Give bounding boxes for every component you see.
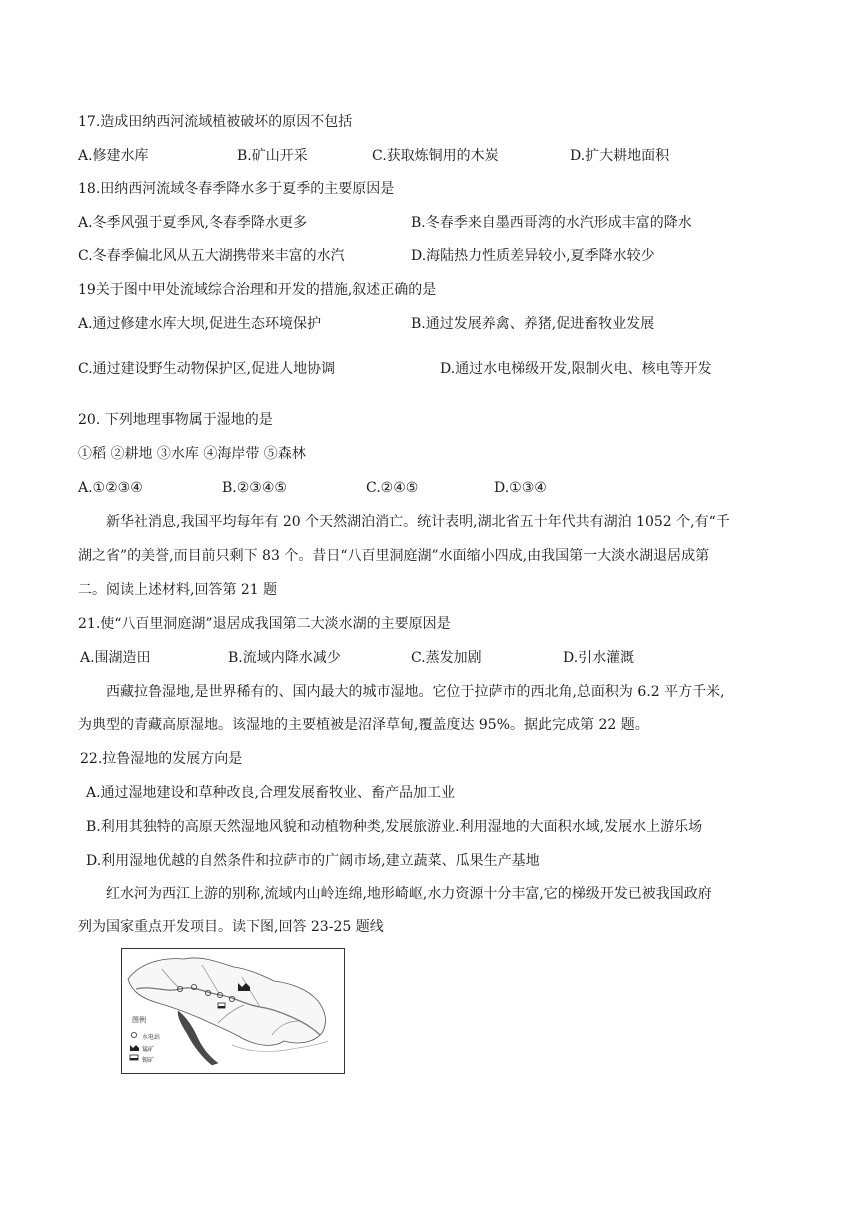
q19-option-a: A.通过修建水库大坝,促进生态环境保护 [78, 316, 322, 332]
passage-2-line-1: 西藏拉鲁湿地,是世界稀有的、国内最大的城市湿地。它位于拉萨市的西北角,总面积为 6.2 平方千米, [106, 684, 725, 700]
q20-option-b: B.②③④⑤ [222, 480, 287, 496]
q17-option-b: B.矿山开采 [237, 148, 308, 164]
question-20-stem: 20. 下列地理事物属于湿地的是 [78, 412, 273, 428]
hongshui-river-map [121, 948, 345, 1074]
passage-1-line-2: 湖之省”的美誉,而目前只剩下 83 个。昔日“八百里洞庭湖”水面缩小四成,由我国第一大淡水湖退居成第 [78, 548, 710, 564]
q22-option-d: D.利用湿地优越的自然条件和拉萨市的广阔市场,建立蔬菜、瓜果生产基地 [86, 853, 540, 869]
map-drawing [122, 949, 344, 1073]
q18-option-b: B.冬春季来自墨西哥湾的水汽形成丰富的降水 [411, 215, 692, 231]
q18-option-a: A.冬季风强于夏季风,冬春季降水更多 [78, 215, 308, 231]
legend-tin-mine: 锡矿 [142, 1057, 155, 1064]
legend-hydropower-station: 水电站 [142, 1034, 161, 1041]
q22-option-a: A.通过湿地建设和草种改良,合理发展畜牧业、畜产品加工业 [86, 785, 456, 801]
q22-option-b: B.利用其独特的高原天然湿地风貌和动植物种类,发展旅游业.利用湿地的大面积水域,发展水上游乐场 [86, 819, 703, 835]
q19-option-b: B.通过发展养禽、养猪,促进畜牧业发展 [411, 316, 655, 332]
q21-option-d: D.引水灌溉 [563, 650, 635, 666]
q20-option-c: C.②④⑤ [366, 480, 419, 496]
q20-option-a: A.①②③④ [78, 480, 143, 496]
passage-1-line-1: 新华社消息,我国平均每年有 20 个天然湖泊消亡。统计表明,湖北省五十年代共有湖泊 1052 个,有“千 [106, 514, 730, 530]
question-17-stem: 17.造成田纳西河流域植被破坏的原因不包括 [78, 114, 353, 130]
passage-2-line-2: 为典型的青藏高原湿地。该湿地的主要植被是沼泽草甸,覆盖度达 95%。据此完成第 22 题。 [78, 717, 649, 733]
q18-option-d: D.海陆热力性质差异较小,夏季降水较少 [411, 248, 655, 264]
passage-1-line-3: 二。阅读上述材料,回答第 21 题 [78, 582, 278, 598]
q21-option-a: A.围湖造田 [80, 650, 151, 666]
passage-3-line-1: 红水河为西江上游的别称,流域内山岭连绵,地形崎岖,水力资源十分丰富,它的梯级开发已被我国政府 [106, 886, 712, 902]
question-19-stem: 19关于图中甲处流域综合治理和开发的措施,叙述正确的是 [78, 282, 437, 298]
question-21-stem: 21.使“八百里洞庭湖”退居成我国第二大淡水湖的主要原因是 [78, 616, 451, 632]
q17-option-d: D.扩大耕地面积 [570, 148, 670, 164]
q18-option-c: C.冬春季偏北风从五大湖携带来丰富的水汽 [78, 248, 345, 264]
legend-manganese-mine: 锰矿 [142, 1046, 155, 1053]
q20-items: ①稻 ②耕地 ③水库 ④海岸带 ⑤森林 [78, 446, 306, 462]
q20-option-d: D.①③④ [494, 480, 547, 496]
q19-option-d: D.通过水电梯级开发,限制火电、核电等开发 [440, 361, 712, 377]
question-22-stem: 22.拉鲁湿地的发展方向是 [80, 751, 243, 767]
q17-option-c: C.获取炼铜用的木炭 [372, 148, 499, 164]
q19-option-c: C.通过建设野生动物保护区,促进人地协调 [78, 361, 336, 377]
q21-option-b: B.流域内降水减少 [228, 650, 341, 666]
q21-option-c: C.蒸发加剧 [411, 650, 482, 666]
question-18-stem: 18.田纳西河流域冬春季降水多于夏季的主要原因是 [78, 181, 395, 197]
q17-option-a: A.修建水库 [78, 148, 149, 164]
passage-3-line-2: 列为国家重点开发项目。读下图,回答 23-25 题线 [78, 919, 384, 935]
map-legend-title: 图例 [132, 1016, 146, 1024]
